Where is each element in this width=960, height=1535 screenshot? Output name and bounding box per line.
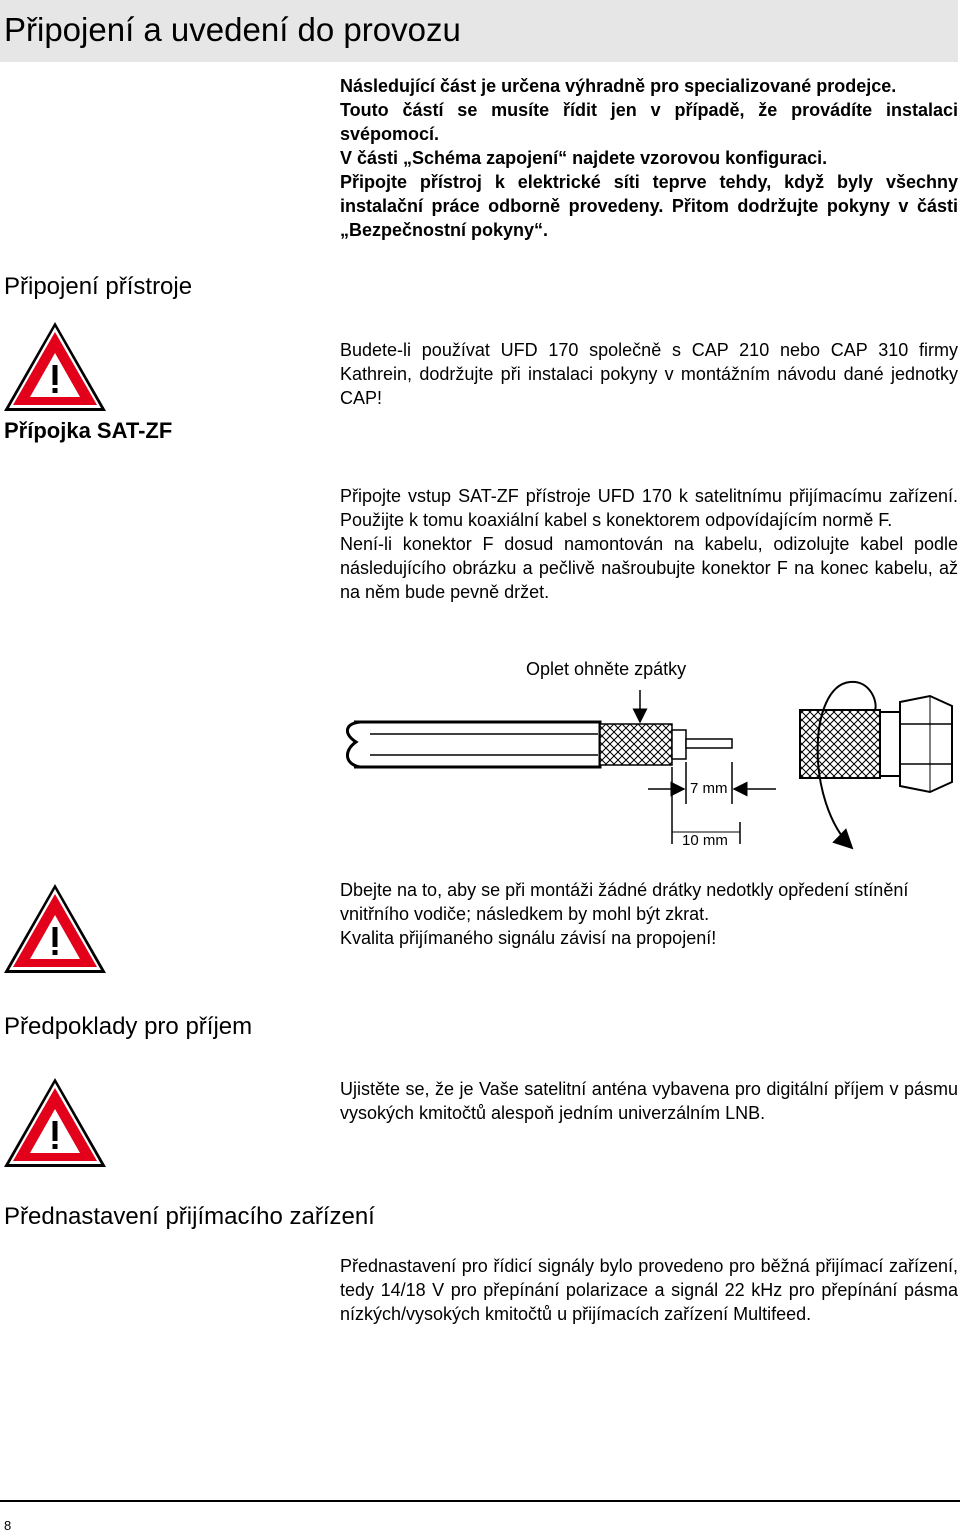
cap-warning-text: Budete-li používat UFD 170 společně s CAP 210 nebo CAP 310 firmy Kathrein, dodržujte při instalaci pokyny v montážním návodu dané jednotky CAP!: [340, 340, 958, 408]
connection-instructions: [340, 484, 958, 604]
intro-line: Připojte přístroj k elektrické síti teprve tehdy, když byly všechny instalační práce odborně provedeny. Přitom dodržujte pokyny v části „Bezpečnostní pokyny“.: [340, 172, 958, 240]
instruction-paragraph: Není-li konektor F dosud namontován na kabelu, odizolujte kabel podle následujícího obrázku a pečlivě našroubujte konektor F na konec kabelu, až na něm bude pevně držet.: [340, 534, 958, 602]
intro-line: Touto částí se musíte řídit jen v případě, že provádíte instalaci svépomocí.: [340, 100, 958, 144]
intro-line: V části „Schéma zapojení“ najdete vzorovou konfiguraci.: [340, 148, 828, 168]
dimension-10mm-label: 10 mm: [682, 832, 728, 849]
sub-heading-sat-zf: Přípojka SAT-ZF: [4, 418, 173, 443]
footer-rule: [0, 1500, 960, 1502]
page-title: Připojení a uvedení do provozu: [4, 11, 461, 48]
preset-text: Přednastavení pro řídicí signály bylo provedeno pro běžná přijímací zařízení, tedy 14/18 V pro přepínání polarizace a signál 22 kHz pro přepínání pásma nízkých/vysokých kmitočtů u přijímacích zařízení Multifeed.: [340, 1256, 958, 1324]
section-heading-connection: Připojení přístroje: [4, 273, 193, 300]
intro-text: [340, 74, 958, 242]
intro-line: Následující část je určena výhradně pro specializované prodejce.: [340, 76, 897, 96]
dimension-7mm-label: 7 mm: [690, 780, 728, 797]
diagram-caption: Oplet ohněte zpátky: [526, 659, 687, 679]
warning-triangle-icon: [2, 320, 108, 414]
reception-text: Ujistěte se, že je Vaše satelitní anténa vybavena pro digitální příjem v pásmu vysokých kmitočtů alespoň jedním univerzálním LNB.: [340, 1079, 958, 1123]
wire-warning-text: [340, 878, 958, 950]
section-heading-reception: Předpoklady pro příjem: [4, 1013, 253, 1040]
section-heading-preset: Přednastavení přijímacího zařízení: [4, 1203, 375, 1230]
wire-warning-line: Dbejte na to, aby se při montáži žádné drátky nedotkly opředení stínění vnitřního vodiče; následkem by mohl být zkrat.: [340, 880, 909, 924]
warning-triangle-icon: [2, 1076, 108, 1170]
coax-cable-diagram: [330, 672, 960, 862]
page-number: 8: [4, 1518, 12, 1533]
warning-triangle-icon: [2, 882, 108, 976]
wire-warning-line: Kvalita přijímaného signálu závisí na propojení!: [340, 928, 717, 948]
instruction-paragraph: Připojte vstup SAT-ZF přístroje UFD 170 k satelitnímu přijímacímu zařízení. Použijte k tomu koaxiální kabel s konektorem odpovídajícím normě F.: [340, 486, 958, 530]
